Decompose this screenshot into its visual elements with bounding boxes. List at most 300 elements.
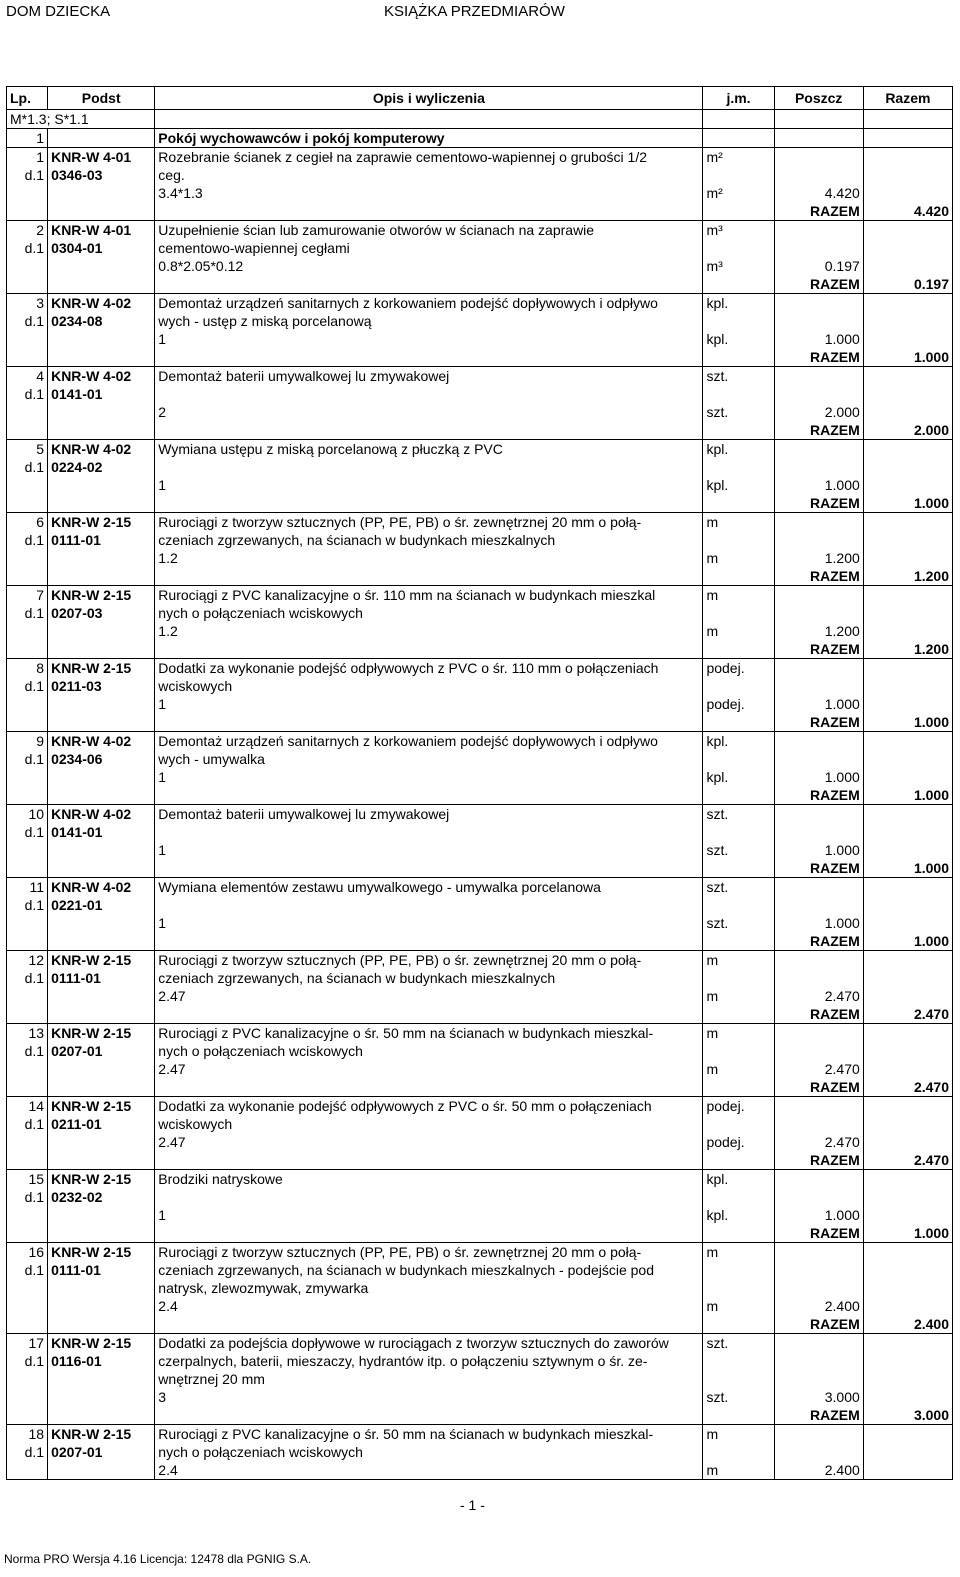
empty-cell [774,294,863,313]
empty-cell [703,531,774,549]
empty-cell [863,1425,952,1444]
empty-cell [48,257,155,275]
empty-cell [7,1005,48,1024]
item-lp: 4 [7,367,48,386]
empty-cell [863,695,952,713]
empty-cell [7,713,48,732]
empty-cell [774,239,863,257]
empty-cell [7,987,48,1005]
empty-cell [863,148,952,167]
table-row [7,221,953,240]
empty-cell [863,604,952,622]
empty-cell [155,786,703,805]
item-poszcz: 3.000 [774,1388,863,1406]
empty-cell [863,1097,952,1116]
empty-cell [7,1133,48,1151]
item-calc: 3.4*1.3 [155,184,703,202]
empty-cell [863,549,952,567]
empty-cell [863,294,952,313]
item-razem: 2.470 [863,1005,952,1024]
empty-cell [7,1206,48,1224]
empty-cell [703,1352,774,1370]
empty-cell [774,1352,863,1370]
table-row [7,1370,953,1388]
calc-row [7,476,953,494]
item-description: Demontaż baterii umywalkowej lu zmywakowej [155,805,703,824]
item-description: Rurociągi z PVC kanalizacyjne o śr. 50 mm na ścianach w budynkach mieszkal- [155,1024,703,1043]
item-code-sub: 0211-03 [48,677,155,695]
table-row [7,805,953,824]
item-description: wnętrznej 20 mm [155,1370,703,1388]
empty-cell [863,823,952,841]
item-lp-sub: d.1 [7,896,48,914]
empty-cell [774,148,863,167]
item-description: Rurociągi z tworzyw sztucznych (PP, PE, PB) o śr. zewnętrznej 20 mm o połą- [155,1243,703,1262]
empty-cell [48,330,155,348]
header-center: KSIĄŻKA PRZEDMIARÓW [384,3,565,20]
empty-cell [774,385,863,403]
empty-cell [48,476,155,494]
item-unit: szt. [703,878,774,897]
empty-cell [7,786,48,805]
item-poszcz: 1.200 [774,622,863,640]
item-lp: 16 [7,1243,48,1262]
empty-cell [703,1188,774,1206]
empty-cell [863,987,952,1005]
empty-cell [48,859,155,878]
empty-cell [774,896,863,914]
razem-row [7,859,953,878]
empty-cell [48,1078,155,1097]
item-code: KNR-W 2-15 [48,659,155,678]
item-code-sub: 0111-01 [48,969,155,987]
empty-cell [703,677,774,695]
empty-cell [703,1370,774,1388]
razem-row [7,932,953,951]
empty-cell [703,1224,774,1243]
item-razem: 1.000 [863,348,952,367]
page-header [0,3,960,23]
item-lp-sub: d.1 [7,531,48,549]
item-calc: 2 [155,403,703,421]
header-left: DOM DZIECKA [6,3,111,20]
empty-cell [7,768,48,786]
item-lp: 2 [7,221,48,240]
item-unit: kpl. [703,440,774,459]
razem-label: RAZEM [774,1224,863,1243]
empty-cell [703,1443,774,1461]
empty-cell [7,1060,48,1078]
item-description: wciskowych [155,1115,703,1133]
calc-row [7,330,953,348]
empty-cell [774,458,863,476]
empty-cell [774,1425,863,1444]
item-calc-unit: szt. [703,841,774,859]
empty-cell [155,1005,703,1024]
item-razem: 2.000 [863,421,952,440]
item-lp-sub: d.1 [7,166,48,184]
table-row [7,732,953,751]
empty-cell [48,1206,155,1224]
item-calc-unit: szt. [703,914,774,932]
empty-cell [703,969,774,987]
item-code: KNR-W 4-02 [48,805,155,824]
empty-cell [703,932,774,951]
empty-cell [48,1279,155,1297]
empty-cell [155,713,703,732]
item-calc: 1 [155,695,703,713]
item-code-sub: 0141-01 [48,385,155,403]
item-description: wych - ustęp z miską porcelanową [155,312,703,330]
empty-cell [7,932,48,951]
item-lp: 5 [7,440,48,459]
table-row [7,239,953,257]
item-code-sub: 0111-01 [48,1261,155,1279]
item-calc-unit: m [703,549,774,567]
empty-cell [774,1243,863,1262]
empty-cell [863,586,952,605]
razem-row [7,640,953,659]
empty-cell [774,440,863,459]
empty-cell [48,348,155,367]
empty-cell [774,1188,863,1206]
table-row [7,312,953,330]
empty-cell [48,695,155,713]
empty-cell [863,184,952,202]
item-poszcz: 1.000 [774,695,863,713]
empty-cell [48,567,155,586]
item-lp-sub: d.1 [7,239,48,257]
empty-cell [48,622,155,640]
item-unit: szt. [703,367,774,386]
item-lp: 9 [7,732,48,751]
empty-cell [863,878,952,897]
empty-cell [7,257,48,275]
empty-cell [774,604,863,622]
item-poszcz: 4.420 [774,184,863,202]
item-calc-unit: kpl. [703,1206,774,1224]
item-description [155,823,703,841]
empty-cell [155,1078,703,1097]
empty-cell [48,1297,155,1315]
item-calc-unit: m [703,1297,774,1315]
item-lp-sub: d.1 [7,969,48,987]
empty-cell [774,677,863,695]
empty-cell [48,768,155,786]
item-description: cementowo-wapiennej cegłami [155,239,703,257]
table-row [7,166,953,184]
empty-cell [863,166,952,184]
empty-cell [155,421,703,440]
empty-cell [863,841,952,859]
table-row [7,1334,953,1353]
item-calc-unit: podej. [703,695,774,713]
item-code-sub: 0211-01 [48,1115,155,1133]
empty-cell [774,1261,863,1279]
empty-cell [774,969,863,987]
empty-cell [774,659,863,678]
empty-cell [863,1170,952,1189]
item-unit: szt. [703,1334,774,1353]
table-row [7,969,953,987]
empty-cell [774,221,863,240]
empty-cell [155,932,703,951]
item-lp-sub: d.1 [7,1261,48,1279]
item-description: Dodatki za wykonanie podejść odpływowych z PVC o śr. 110 mm o połączeniach [155,659,703,678]
razem-row [7,1315,953,1334]
item-code: KNR-W 4-02 [48,294,155,313]
empty-cell [48,1151,155,1170]
item-poszcz: 1.200 [774,549,863,567]
item-description: Brodziki natryskowe [155,1170,703,1189]
empty-cell [703,1151,774,1170]
empty-cell [863,622,952,640]
item-calc: 1 [155,914,703,932]
item-lp-sub: d.1 [7,1443,48,1461]
empty-cell [48,932,155,951]
empty-cell [155,1315,703,1334]
item-description [155,458,703,476]
empty-cell [863,1297,952,1315]
item-description: czeniach zgrzewanych, na ścianach w budynkach mieszkalnych [155,969,703,987]
empty-cell [774,1115,863,1133]
item-lp-sub: d.1 [7,604,48,622]
empty-cell [863,513,952,532]
item-unit: m [703,586,774,605]
empty-cell [48,1370,155,1388]
item-razem: 0.197 [863,275,952,294]
item-lp-sub: d.1 [7,1115,48,1133]
item-calc: 2.47 [155,1133,703,1151]
item-lp: 15 [7,1170,48,1189]
col-podst: Podst [48,87,155,110]
item-lp-sub: d.1 [7,458,48,476]
empty-cell [48,549,155,567]
empty-cell [155,640,703,659]
table-row [7,659,953,678]
empty-cell [48,1406,155,1425]
item-code-sub: 0234-08 [48,312,155,330]
item-code-sub: 0232-02 [48,1188,155,1206]
item-lp: 1 [7,148,48,167]
item-poszcz: 2.400 [774,1461,863,1480]
razem-row [7,567,953,586]
item-description: Demontaż urządzeń sanitarnych z korkowaniem podejść dopływowych i odpływo [155,732,703,751]
item-razem: 3.000 [863,1406,952,1425]
item-unit: m³ [703,221,774,240]
empty-cell [863,403,952,421]
table-row [7,951,953,970]
item-description [155,896,703,914]
table-row [7,1115,953,1133]
empty-cell [48,1315,155,1334]
razem-label: RAZEM [774,1005,863,1024]
empty-cell [863,257,952,275]
item-calc: 2.47 [155,987,703,1005]
empty-cell [7,914,48,932]
empty-cell [48,275,155,294]
table-row [7,367,953,386]
empty-cell [7,841,48,859]
empty-cell [703,421,774,440]
item-lp-sub: d.1 [7,677,48,695]
empty-cell [863,1188,952,1206]
item-code-sub: 0111-01 [48,531,155,549]
empty-cell [7,1406,48,1425]
item-lp: 11 [7,878,48,897]
razem-row [7,1224,953,1243]
table-row [7,513,953,532]
empty-cell [863,659,952,678]
empty-cell [774,750,863,768]
item-code: KNR-W 2-15 [48,951,155,970]
item-poszcz: 1.000 [774,476,863,494]
empty-cell [863,732,952,751]
item-code: KNR-W 4-02 [48,367,155,386]
item-description: wych - umywalka [155,750,703,768]
empty-cell [155,494,703,513]
empty-cell [703,604,774,622]
empty-cell [7,695,48,713]
empty-cell [7,1078,48,1097]
empty-cell [155,202,703,221]
razem-label: RAZEM [774,932,863,951]
empty-cell [703,1315,774,1334]
empty-cell [774,531,863,549]
item-razem: 1.000 [863,786,952,805]
empty-cell [7,348,48,367]
razem-label: RAZEM [774,859,863,878]
section-code: M*1.3; S*1.1 [7,110,155,129]
empty-cell [703,275,774,294]
empty-cell [863,1443,952,1461]
empty-cell [703,786,774,805]
empty-cell [863,768,952,786]
empty-cell [7,1279,48,1297]
item-razem: 4.420 [863,202,952,221]
table-row [7,294,953,313]
item-code-sub: 0346-03 [48,166,155,184]
item-lp: 7 [7,586,48,605]
empty-cell [774,878,863,897]
table-row [7,1352,953,1370]
empty-cell [863,385,952,403]
empty-cell [703,859,774,878]
empty-cell [155,1406,703,1425]
item-code-sub: 0207-01 [48,1042,155,1060]
item-code: KNR-W 2-15 [48,1334,155,1353]
item-lp-sub: d.1 [7,1042,48,1060]
item-unit: m [703,1425,774,1444]
empty-cell [48,987,155,1005]
calc-row [7,841,953,859]
item-calc: 3 [155,1388,703,1406]
col-jm: j.m. [703,87,774,110]
item-code-sub: 0207-01 [48,1443,155,1461]
item-code-sub: 0234-06 [48,750,155,768]
empty-cell [863,531,952,549]
item-description: Rurociągi z tworzyw sztucznych (PP, PE, PB) o śr. zewnętrznej 20 mm o połą- [155,951,703,970]
item-unit: kpl. [703,732,774,751]
item-razem: 1.000 [863,494,952,513]
item-calc: 1 [155,841,703,859]
item-code-sub: 0221-01 [48,896,155,914]
table-row [7,1042,953,1060]
item-razem: 1.200 [863,567,952,586]
empty-cell [863,1279,952,1297]
table-row [7,440,953,459]
item-description: Rurociągi z PVC kanalizacyjne o śr. 50 mm na ścianach w budynkach mieszkal- [155,1425,703,1444]
item-code: KNR-W 2-15 [48,586,155,605]
calc-row [7,695,953,713]
razem-label: RAZEM [774,1078,863,1097]
razem-label: RAZEM [774,1315,863,1334]
empty-cell [703,1261,774,1279]
razem-label: RAZEM [774,713,863,732]
footer-note: Norma PRO Wersja 4.16 Licencja: 12478 dla PGNIG S.A. [4,1552,312,1566]
empty-cell [863,1334,952,1353]
empty-cell [863,330,952,348]
item-poszcz: 1.000 [774,1206,863,1224]
empty-cell [863,1115,952,1133]
empty-cell [774,1334,863,1353]
item-code: KNR-W 4-02 [48,440,155,459]
table-row [7,1443,953,1461]
item-description: natrysk, zlewozmywak, zmywarka [155,1279,703,1297]
empty-cell [774,1042,863,1060]
empty-cell [703,1005,774,1024]
empty-cell [48,713,155,732]
item-lp: 3 [7,294,48,313]
table-row [7,823,953,841]
razem-row [7,1005,953,1024]
empty-cell [48,403,155,421]
item-code: KNR-W 2-15 [48,1097,155,1116]
razem-label: RAZEM [774,786,863,805]
empty-cell [7,549,48,567]
empty-cell [863,440,952,459]
empty-cell [48,1060,155,1078]
empty-cell [7,1151,48,1170]
item-lp: 12 [7,951,48,970]
empty-cell [48,1461,155,1480]
empty-cell [774,1279,863,1297]
empty-cell [863,221,952,240]
empty-cell [703,166,774,184]
razem-row [7,786,953,805]
razem-label: RAZEM [774,640,863,659]
empty-cell [48,421,155,440]
item-code: KNR-W 4-01 [48,148,155,167]
table-row [7,1097,953,1116]
page-number: - 1 - [460,1497,485,1513]
empty-cell [863,914,952,932]
empty-cell [774,166,863,184]
empty-cell [703,494,774,513]
razem-row [7,275,953,294]
calc-row [7,622,953,640]
calc-row [7,1461,953,1480]
item-poszcz: 2.470 [774,987,863,1005]
empty-cell [155,1151,703,1170]
item-calc-unit: kpl. [703,768,774,786]
table-row [7,148,953,167]
razem-label: RAZEM [774,567,863,586]
empty-cell [48,914,155,932]
table-row [7,1279,953,1297]
empty-cell [774,1097,863,1116]
item-razem: 1.000 [863,1224,952,1243]
